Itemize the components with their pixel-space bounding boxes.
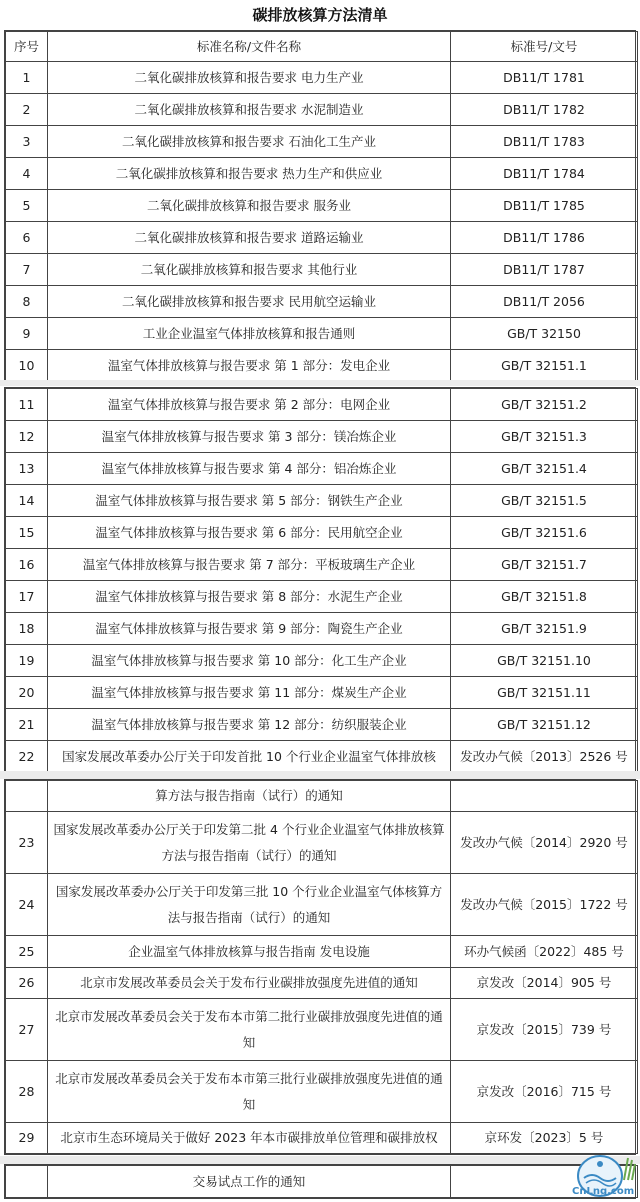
cell-code: DB11/T 1781: [451, 62, 638, 94]
table-row: [6, 549, 638, 581]
cell-name: 北京市发展改革委员会关于发布本市第三批行业碳排放强度先进值的通知: [48, 1061, 451, 1123]
cell-name: 企业温室气体排放核算与报告指南 发电设施: [48, 936, 451, 968]
cell-no: 22: [6, 741, 48, 773]
table-row: [6, 1166, 638, 1198]
table-row: [6, 613, 638, 645]
table-row: [6, 581, 638, 613]
cell-code: [451, 781, 638, 812]
cell-code: 发改办气候〔2014〕2920 号: [451, 812, 638, 874]
cell-no: 19: [6, 645, 48, 677]
cell-code: GB/T 32151.1: [451, 350, 638, 382]
table-row: [6, 190, 638, 222]
watermark-text: CnLng.com: [572, 1186, 635, 1197]
cell-name: 温室气体排放核算与报告要求 第 2 部分：电网企业: [48, 389, 451, 421]
page-break-gap: [0, 1156, 640, 1164]
cell-name: 工业企业温室气体排放核算和报告通则: [48, 318, 451, 350]
cell-code: 发改办气候〔2013〕2526 号: [451, 741, 638, 773]
cell-name: 算方法与报告指南（试行）的通知: [48, 781, 451, 812]
cell-no: 1: [6, 62, 48, 94]
table-row: [6, 421, 638, 453]
table-row: [6, 453, 638, 485]
cell-code: GB/T 32151.3: [451, 421, 638, 453]
cell-no: 7: [6, 254, 48, 286]
cell-name: 温室气体排放核算与报告要求 第 7 部分：平板玻璃生产企业: [48, 549, 451, 581]
cell-name: 二氧化碳排放核算和报告要求 水泥制造业: [48, 94, 451, 126]
cell-code: DB11/T 2056: [451, 286, 638, 318]
cell-code: GB/T 32151.4: [451, 453, 638, 485]
cell-name: 二氧化碳排放核算和报告要求 服务业: [48, 190, 451, 222]
table-row: [6, 874, 638, 936]
table-row: [6, 318, 638, 350]
table-row: [6, 389, 638, 421]
table-header-row: [6, 32, 638, 62]
table-row: [6, 968, 638, 999]
cell-name: 温室气体排放核算与报告要求 第 10 部分：化工生产企业: [48, 645, 451, 677]
cell-code: GB/T 32151.8: [451, 581, 638, 613]
table-row: [6, 94, 638, 126]
cell-name: 二氧化碳排放核算和报告要求 石油化工生产业: [48, 126, 451, 158]
table-row: [6, 1123, 638, 1154]
cell-no: 13: [6, 453, 48, 485]
cell-name: 二氧化碳排放核算和报告要求 热力生产和供应业: [48, 158, 451, 190]
table-row: [6, 126, 638, 158]
cell-name: 交易试点工作的通知: [48, 1166, 451, 1198]
cell-code: GB/T 32150: [451, 318, 638, 350]
cell-code: GB/T 32151.6: [451, 517, 638, 549]
cell-name: 北京市发展改革委员会关于发布行业碳排放强度先进值的通知: [48, 968, 451, 999]
cell-no: 23: [6, 812, 48, 874]
table-row: [6, 741, 638, 773]
cell-name: 国家发展改革委办公厅关于印发首批 10 个行业企业温室气体排放核: [48, 741, 451, 773]
cell-name: 温室气体排放核算与报告要求 第 4 部分：铝冶炼企业: [48, 453, 451, 485]
cell-code: DB11/T 1782: [451, 94, 638, 126]
cell-code: GB/T 32151.9: [451, 613, 638, 645]
header-code: 标准号/文号: [451, 32, 638, 62]
cell-name: 温室气体排放核算与报告要求 第 9 部分：陶瓷生产企业: [48, 613, 451, 645]
cell-name: 温室气体排放核算与报告要求 第 1 部分：发电企业: [48, 350, 451, 382]
cell-code: DB11/T 1783: [451, 126, 638, 158]
table-row: [6, 485, 638, 517]
cell-no: 15: [6, 517, 48, 549]
cell-name: 二氧化碳排放核算和报告要求 电力生产业: [48, 62, 451, 94]
cell-no: 9: [6, 318, 48, 350]
cell-code: 京发改〔2014〕905 号: [451, 968, 638, 999]
cell-no: 25: [6, 936, 48, 968]
cell-no: 4: [6, 158, 48, 190]
cell-name: 北京市生态环境局关于做好 2023 年本市碳排放单位管理和碳排放权: [48, 1123, 451, 1154]
table-block-1: [4, 30, 636, 383]
cell-no: 12: [6, 421, 48, 453]
cell-no: 27: [6, 999, 48, 1061]
cell-name: 温室气体排放核算与报告要求 第 11 部分：煤炭生产企业: [48, 677, 451, 709]
table-row: [6, 781, 638, 812]
cell-no: 24: [6, 874, 48, 936]
cell-code: GB/T 32151.5: [451, 485, 638, 517]
table-row: [6, 62, 638, 94]
table-row: [6, 709, 638, 741]
cell-name: 温室气体排放核算与报告要求 第 12 部分：纺织服装企业: [48, 709, 451, 741]
cell-code: GB/T 32151.2: [451, 389, 638, 421]
table-row: [6, 936, 638, 968]
table-row: [6, 812, 638, 874]
cell-no: 20: [6, 677, 48, 709]
cell-code: 京环发〔2023〕5 号: [451, 1123, 638, 1154]
cell-code: GB/T 32151.12: [451, 709, 638, 741]
table-block-2: [4, 387, 636, 774]
cell-code: GB/T 32151.7: [451, 549, 638, 581]
cell-name: 二氧化碳排放核算和报告要求 民用航空运输业: [48, 286, 451, 318]
cell-code: 京发改〔2015〕739 号: [451, 999, 638, 1061]
table-row: [6, 677, 638, 709]
cell-no: 14: [6, 485, 48, 517]
cell-code: DB11/T 1786: [451, 222, 638, 254]
cell-name: 北京市发展改革委员会关于发布本市第二批行业碳排放强度先进值的通知: [48, 999, 451, 1061]
cell-no: 2: [6, 94, 48, 126]
cell-code: 发改办气候〔2015〕1722 号: [451, 874, 638, 936]
cell-name: 温室气体排放核算与报告要求 第 5 部分：钢铁生产企业: [48, 485, 451, 517]
cell-no: 28: [6, 1061, 48, 1123]
cell-name: 温室气体排放核算与报告要求 第 8 部分：水泥生产企业: [48, 581, 451, 613]
table-row: [6, 286, 638, 318]
cell-no: 17: [6, 581, 48, 613]
cell-no: 11: [6, 389, 48, 421]
cell-code: 京发改〔2016〕715 号: [451, 1061, 638, 1123]
header-name: 标准名称/文件名称: [48, 32, 451, 62]
table-row: [6, 222, 638, 254]
page-break-gap: [0, 380, 640, 386]
cell-code: 环办气候函〔2022〕485 号: [451, 936, 638, 968]
cell-name: 二氧化碳排放核算和报告要求 其他行业: [48, 254, 451, 286]
header-no: 序号: [6, 32, 48, 62]
table-block-4: [4, 1164, 636, 1199]
cell-code: DB11/T 1785: [451, 190, 638, 222]
cell-no: 26: [6, 968, 48, 999]
cell-no: 6: [6, 222, 48, 254]
cell-no: 5: [6, 190, 48, 222]
cell-no: 18: [6, 613, 48, 645]
table-row: [6, 350, 638, 382]
cell-no: [6, 1166, 48, 1198]
table-block-3: [4, 779, 636, 1155]
table-row: [6, 158, 638, 190]
table-row: [6, 1061, 638, 1123]
cell-no: 10: [6, 350, 48, 382]
cell-code: DB11/T 1787: [451, 254, 638, 286]
cell-no: 21: [6, 709, 48, 741]
cell-no: 29: [6, 1123, 48, 1154]
cell-name: 温室气体排放核算与报告要求 第 3 部分：镁冶炼企业: [48, 421, 451, 453]
cell-no: 16: [6, 549, 48, 581]
cell-name: 温室气体排放核算与报告要求 第 6 部分：民用航空企业: [48, 517, 451, 549]
table-row: [6, 999, 638, 1061]
table-row: [6, 517, 638, 549]
cell-name: 国家发展改革委办公厅关于印发第三批 10 个行业企业温室气体核算方法与报告指南（试行）的通知: [48, 874, 451, 936]
cell-no: 3: [6, 126, 48, 158]
cell-name: 国家发展改革委办公厅关于印发第二批 4 个行业企业温室气体排放核算方法与报告指南（试行）的通知: [48, 812, 451, 874]
page-title: 碳排放核算方法清单: [252, 6, 388, 24]
cell-code: GB/T 32151.11: [451, 677, 638, 709]
cell-no: 8: [6, 286, 48, 318]
cell-code: GB/T 32151.10: [451, 645, 638, 677]
table-row: [6, 254, 638, 286]
cell-code: DB11/T 1784: [451, 158, 638, 190]
table-row: [6, 645, 638, 677]
cell-name: 二氧化碳排放核算和报告要求 道路运输业: [48, 222, 451, 254]
cell-no: [6, 781, 48, 812]
page-break-gap: [0, 771, 640, 779]
